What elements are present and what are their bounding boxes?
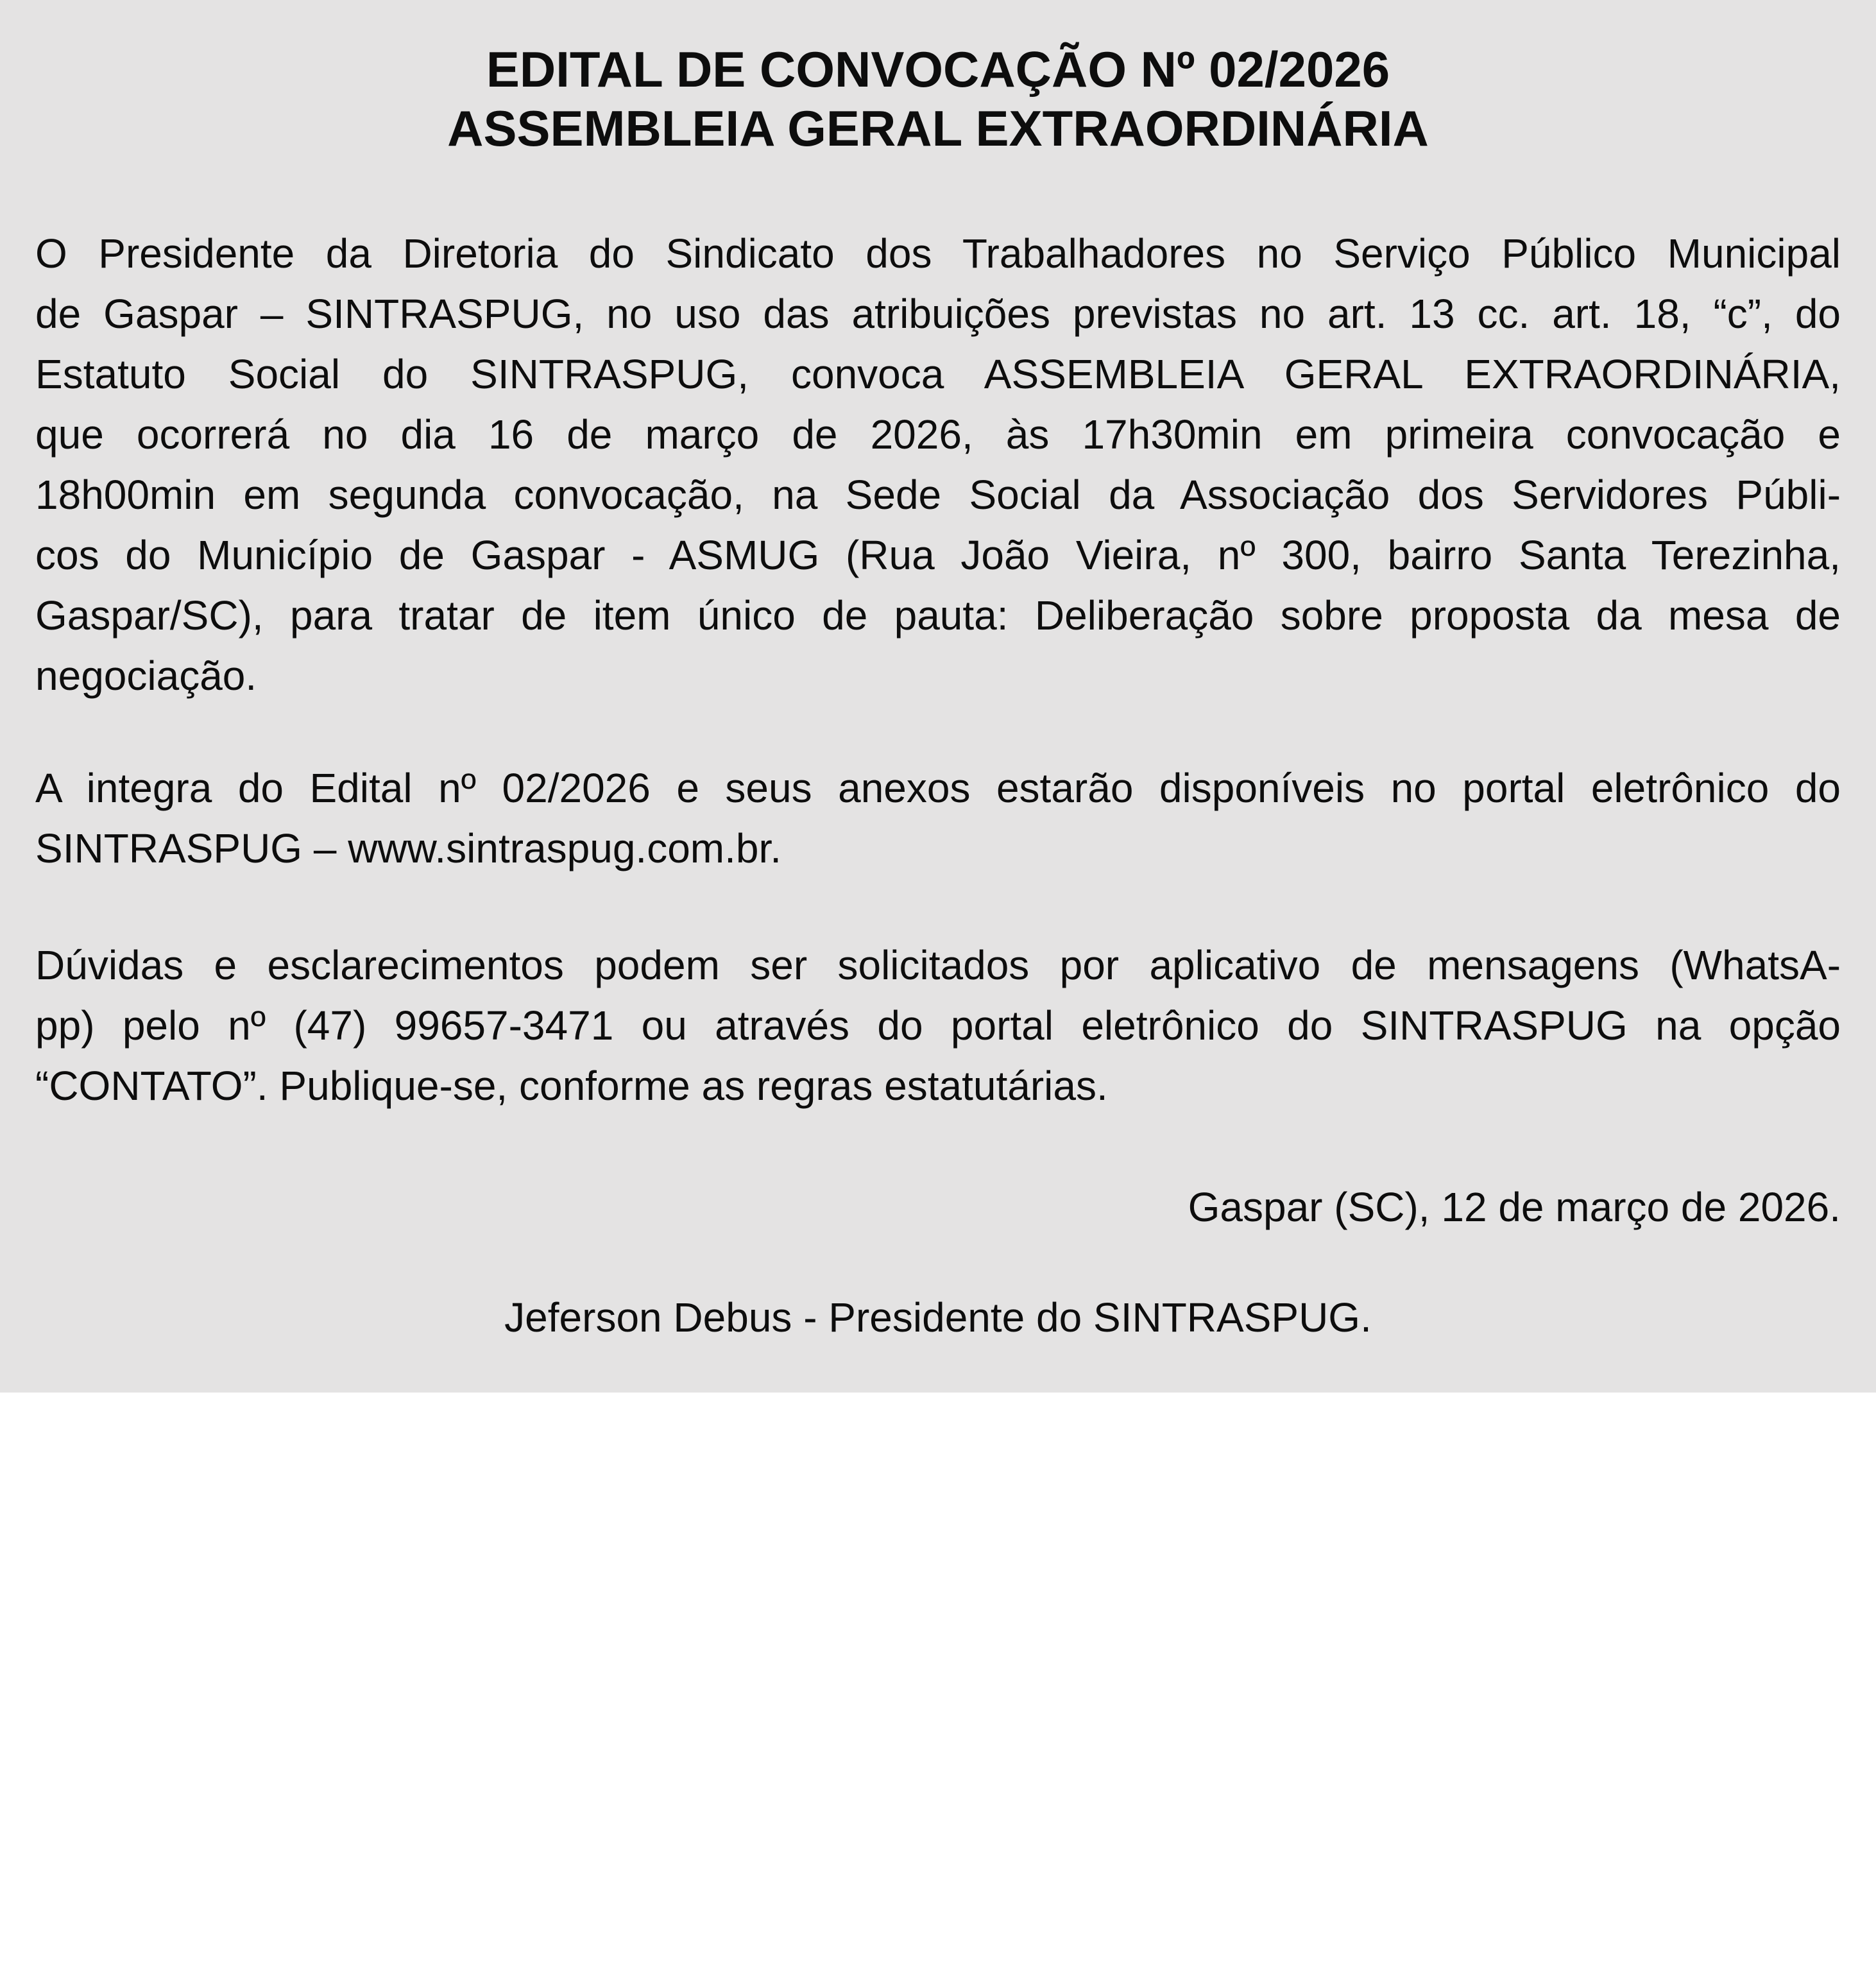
paragraph-contact (35, 935, 1841, 1116)
president-signature-line: Jeferson Debus - Presidente do SINTRASPUG. (504, 1294, 1372, 1341)
paragraph-line: O Presidente da Diretoria do Sindicato dos Trabalhadores no Serviço Público Municipal (35, 230, 1841, 277)
paragraph-convocation (35, 223, 1841, 706)
paragraph-line: A integra do Edital nº 02/2026 e seus anexos estarão disponíveis no portal eletrônico do (35, 765, 1841, 811)
paragraph-line: Dúvidas e esclarecimentos podem ser solicitados por aplicativo de mensagens (WhatsA- (35, 942, 1841, 988)
digital-signature-block (0, 1566, 1876, 1972)
title-line: ASSEMBLEIA GERAL EXTRAORDINÁRIA (447, 100, 1429, 157)
paragraph-line: pp) pelo nº (47) 99657-3471 ou através do portal eletrônico do SINTRASPUG na opção (35, 1002, 1841, 1049)
paragraph-line: de Gaspar – SINTRASPUG, no uso das atribuições previstas no art. 13 cc. art. 18, “c”, do (35, 291, 1841, 337)
paragraph-line: 18h00min em segunda convocação, na Sede Social da Associação dos Servidores Públi- (35, 472, 1841, 518)
paragraph-line: que ocorrerá no dia 16 de março de 2026, às 17h30min em primeira convocação e (35, 411, 1841, 458)
paragraph-edital-portal (35, 758, 1841, 879)
paragraph-line: Estatuto Social do SINTRASPUG, convoca ASSEMBLEIA GERAL EXTRAORDINÁRIA, (35, 351, 1841, 397)
paragraph-line: SINTRASPUG – www.sintraspug.com.br. (35, 825, 782, 871)
paragraph-line: “CONTATO”. Publique-se, conforme as regras estatutárias. (35, 1063, 1108, 1109)
title-line: EDITAL DE CONVOCAÇÃO Nº 02/2026 (486, 41, 1390, 98)
notice-title (35, 40, 1841, 158)
paragraph-line: negociação. (35, 653, 257, 699)
paragraph-line: cos do Município de Gaspar - ASMUG (Rua João Vieira, nº 300, bairro Santa Terezinha, (35, 532, 1841, 578)
place-date-line: Gaspar (SC), 12 de março de 2026. (1188, 1184, 1841, 1230)
paragraph-line: Gaspar/SC), para tratar de item único de pauta: Deliberação sobre proposta da mesa de (35, 592, 1841, 639)
